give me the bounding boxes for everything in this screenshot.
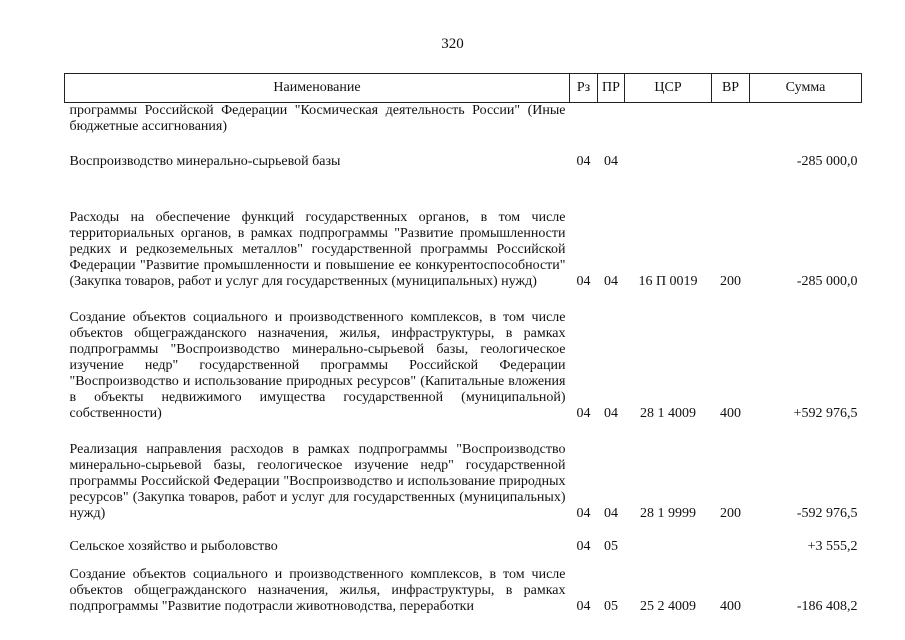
table-row [65, 522, 862, 555]
table-header [65, 74, 862, 103]
row-vr: 200 [720, 274, 741, 289]
row-name: Сельское хозяйство и рыболовство [69, 539, 278, 554]
budget-table [64, 73, 862, 615]
row-pr: 05 [604, 599, 618, 614]
row-sum: -285 000,0 [796, 274, 858, 289]
row-csr: 28 1 9999 [640, 506, 696, 521]
row-vr [712, 103, 750, 139]
row-vr: 400 [720, 406, 741, 421]
row-name: программы Российской Федерации "Космическая деятельность России" (Иные бюджетные ассигнования) [69, 103, 566, 134]
row-vr: 400 [720, 599, 741, 614]
row-pr: 05 [604, 539, 618, 554]
row-pr: 04 [604, 406, 618, 421]
row-vr: 200 [720, 506, 741, 521]
row-vr [712, 522, 750, 555]
row-sum: -186 408,2 [796, 599, 858, 614]
header-rz: Рз [570, 74, 598, 103]
table-row [65, 170, 862, 290]
row-rz: 04 [576, 154, 591, 169]
row-sum: -285 000,0 [796, 154, 858, 169]
row-rz: 04 [576, 599, 591, 614]
row-sum: +3 555,2 [807, 539, 858, 554]
row-name: Реализация направления расходов в рамках подпрограммы "Воспроизводство минерально-сырьевой базы, геологическое изучение недр" государственной программы Российской Федерации "Воспроизводство и использование природных ресурсов" (Закупка товаров, работ и услуг для государственных (муниципальных) нужд) [69, 442, 566, 521]
row-rz: 04 [576, 406, 591, 421]
page-number: 320 [441, 36, 464, 52]
row-csr [625, 522, 712, 555]
row-name: Расходы на обеспечение функций государственных органов, в том числе территориальных органов, в рамках подпрограммы "Развитие промышленности редких и редкоземельных металлов" государственной программы Российской Федерации "Развитие промышленности и повышение ее конкурентоспособности" (Закупка товаров, работ и услуг для государственных (муниципальных) нужд) [69, 210, 566, 289]
header-name: Наименование [65, 74, 570, 103]
row-rz: 04 [576, 274, 591, 289]
row-csr: 25 2 4009 [640, 599, 696, 614]
table-row [65, 138, 862, 170]
row-rz: 04 [576, 506, 591, 521]
table-row [65, 290, 862, 422]
table-row [65, 103, 862, 139]
row-pr: 04 [604, 506, 618, 521]
header-sum: Сумма [750, 74, 862, 103]
header-vr: ВР [712, 74, 750, 103]
header-csr: ЦСР [625, 74, 712, 103]
row-csr: 16 П 0019 [638, 274, 698, 289]
row-csr [625, 103, 712, 139]
row-csr [625, 138, 712, 170]
row-rz: 04 [576, 539, 591, 554]
row-name: Создание объектов социального и производственного комплексов, в том числе объектов общегражданского назначения, жилья, инфраструктуры, в рамках подпрограммы "Развитие подотрасли животноводства, переработки [69, 567, 566, 614]
row-rz [570, 103, 598, 139]
row-csr: 28 1 4009 [640, 406, 696, 421]
table-row [65, 555, 862, 615]
row-pr: 04 [604, 154, 618, 169]
row-pr: 04 [604, 274, 618, 289]
row-pr [598, 103, 625, 139]
row-sum: -592 976,5 [796, 506, 858, 521]
row-sum [750, 103, 862, 139]
header-pr: ПР [598, 74, 625, 103]
row-name: Создание объектов социального и производственного комплексов, в том числе объектов общегражданского назначения, жилья, инфраструктуры, в рамках подпрограммы "Воспроизводство минерально-сырьевой базы, геологическое изучение недр" государственной программы Российской Федерации "Воспроизводство и использование природных ресурсов" (Капитальные вложения в объекты недвижимого имущества государственной (муниципальной) собственности) [69, 310, 566, 421]
table-row [65, 422, 862, 522]
row-sum: +592 976,5 [793, 406, 858, 421]
row-vr [712, 138, 750, 170]
row-name: Воспроизводство минерально-сырьевой базы [69, 154, 341, 169]
